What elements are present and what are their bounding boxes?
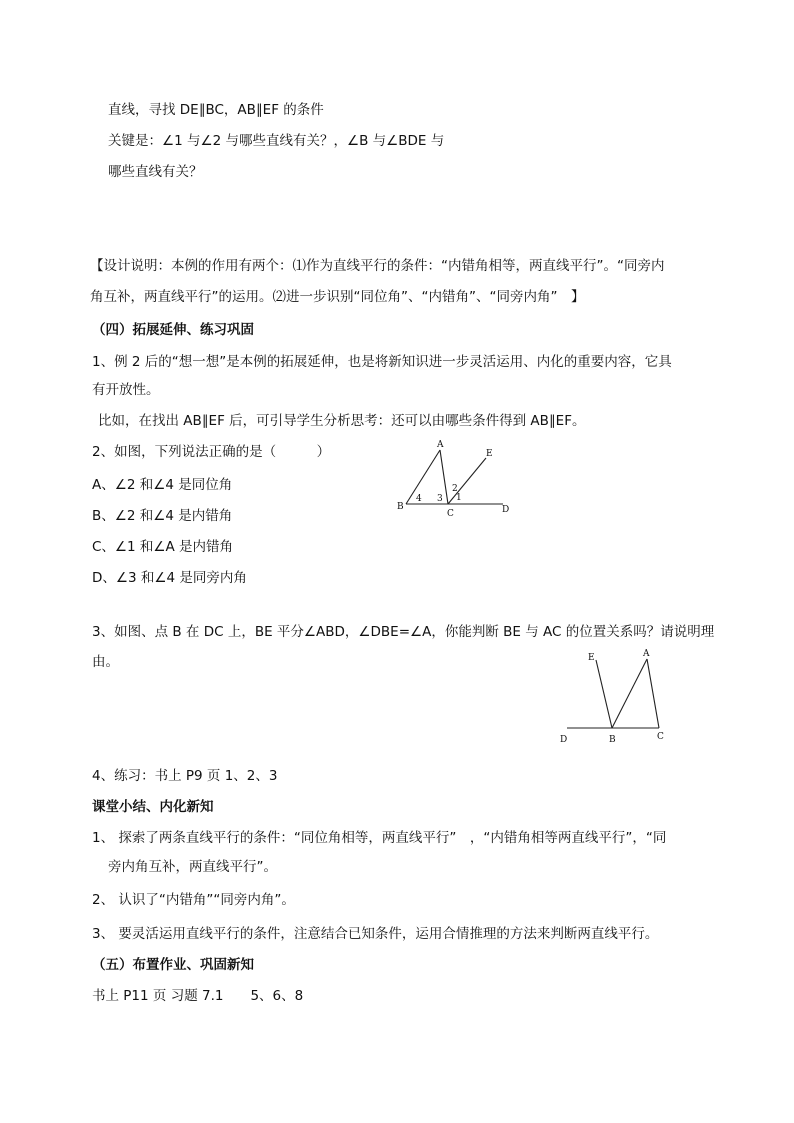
geometry-figure-1 [390,434,520,520]
option-c: C、∠1 和∠A 是内错角 [92,539,234,555]
label-c: C [657,732,664,742]
label-b: B [609,735,616,745]
text-line: 哪些直线有关？ [108,164,203,180]
section-heading: （四）拓展延伸、练习巩固 [92,322,254,338]
line-ce [448,458,486,504]
angle-label-4: 4 [416,494,422,504]
design-note-line: 【设计说明：本例的作用有两个：⑴作为直线平行的条件：“内错角相等，两直线平行”。“同旁内 [90,258,665,274]
line-ba [612,659,647,728]
label-c: C [447,509,454,519]
label-a: A [437,440,444,450]
section-heading: 课堂小结、内化新知 [92,799,214,815]
label-d: D [502,505,510,515]
angle-label-1: 1 [456,493,462,503]
label-e: E [486,449,493,459]
text-line: 直线，寻找 DE∥BC，AB∥EF 的条件 [108,102,324,118]
homework-line: 书上 P11 页 习题 7.1 5、6、8 [92,988,304,1004]
summary-item-1-cont: 旁内角互补，两直线平行”。 [108,859,277,875]
question-2: 2、如图，下列说法正确的是（ ） [92,444,331,460]
section-heading: （五）布置作业、巩固新知 [92,957,254,973]
text-line: 有开放性。 [92,382,160,398]
question-4: 4、练习：书上 P9 页 1、2、3 [92,768,278,784]
angle-label-3: 3 [437,494,443,504]
text-line: 1、例 2 后的“想一想”是本例的拓展延伸，也是将新知识进一步灵活运用、内化的重要内容，它具 [92,354,672,370]
question-3: 3、如图、点 B 在 DC 上，BE 平分∠ABD，∠DBE=∠A，你能判断 BE 与 AC 的位置关系吗？请说明理 [92,624,715,640]
option-a: A、∠2 和∠4 是同位角 [92,477,233,493]
line-ac [647,659,659,728]
summary-item-3: 3、 要灵活运用直线平行的条件，注意结合已知条件，运用合情推理的方法来判断两直线平行。 [92,926,659,942]
label-b: B [397,502,404,512]
option-b: B、∠2 和∠4 是内错角 [92,508,233,524]
label-d: D [560,735,568,745]
geometry-figure-2 [555,644,675,746]
line-be [596,660,612,728]
design-note-line: 角互补，两直线平行”的运用。⑵进一步识别“同位角”、“内错角”、“同旁内角” 】 [90,289,585,305]
angle-label-2: 2 [452,484,458,494]
label-a: A [643,649,650,659]
text-line: 比如，在找出 AB∥EF 后，可引导学生分析思考：还可以由哪些条件得到 AB∥EF。 [98,413,586,429]
summary-item-2: 2、 认识了“内错角”“同旁内角”。 [92,892,295,908]
line-ba [406,450,440,504]
text-line: 关键是：∠1 与∠2 与哪些直线有关？，∠B 与∠BDE 与 [108,133,445,149]
option-d: D、∠3 和∠4 是同旁内角 [92,570,247,586]
label-e: E [588,653,595,663]
summary-item-1: 1、 探索了两条直线平行的条件：“同位角相等，两直线平行” ，“内错角相等两直线平行”，“同 [92,830,667,846]
question-3-cont: 由。 [92,654,119,670]
